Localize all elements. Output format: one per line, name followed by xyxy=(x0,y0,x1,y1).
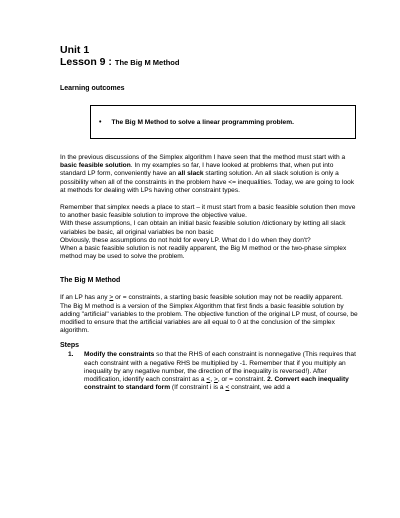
intro-line-1: Remember that simplex needs a place to start – it must start from a basic feasible solution then move to another basic feasible solution to improve the objective value. xyxy=(60,204,356,220)
lesson-title-line xyxy=(60,56,360,69)
intro-line-2: With these assumptions, I can obtain an initial basic feasible solution /dictionary by letting all slack variables be basic, all original variables be non basic xyxy=(60,220,346,236)
lesson-title: The Big M Method xyxy=(114,58,180,67)
intro-paragraph-2 xyxy=(60,204,360,261)
learning-outcomes-box xyxy=(90,105,356,139)
document-page xyxy=(60,44,360,392)
outcome-list-item xyxy=(99,119,294,126)
intro-line-3: Obviously, these assumptions do not hold for every LP. What do I do when they don't? xyxy=(60,236,311,244)
step-number: 1. xyxy=(68,351,74,359)
lesson-prefix: Lesson 9 : xyxy=(60,56,115,68)
steps-heading: Steps xyxy=(60,342,80,350)
intro-line-4: When a basic feasible solution is not readily apparent, the Big M method or the two-phase simplex method may be used to solve the problem. xyxy=(60,245,347,261)
steps-list xyxy=(60,351,360,392)
outcome-text: The Big M Method to solve a linear programming problem. xyxy=(111,118,294,126)
intro-paragraph-1: In the previous discussions of the Simplex algorithm I have seen that the method must start with a basic feasible solution. In my examples so far, I have looked at problems that, when put into standard LP form, conveniently have an all slack starting solution. An all slack solution is only a possibility when all of the constraints in the problem have <= inequalities. Today, we are going to look at methods for dealing with LPs having other constraint types. xyxy=(60,154,355,194)
step-text: Modify the constraints so that the RHS of each constraint is nonnegative (This requires that each constraint with a negative RHS be multiplied by -1. Remember that if you multiply an inequality by any negative number, the direction of the inequality is reversed!). After modification, identify each constraint as a <, >, or = constraint. 2. Convert each inequality constraint to standard form (If constraint i is a < constraint, we add a xyxy=(84,351,356,392)
unit-title: Unit 1 xyxy=(60,44,90,56)
big-m-paragraph: If an LP has any > or = constraints, a starting basic feasible solution may not be readily apparent. The Big M method is a version of the Simplex Algorithm that first finds a basic feasible solution by adding "artificial" variables to the problem. The objective function of the original LP must, of course, be modified to ensure that the artificial variables are all equal to 0 at the conclusion of the simplex algorithm. xyxy=(60,294,358,335)
big-m-heading: The Big M Method xyxy=(60,277,121,285)
learning-outcomes-heading: Learning outcomes xyxy=(60,85,125,92)
bullet-icon: • xyxy=(99,118,102,126)
big-m-description: The Big M method is a version of the Simplex Algorithm that first finds a basic feasible solution by adding "artificial" variables to the problem. The objective function of the original LP must, of course, be modified to ensure that the artificial variables are all equal to 0 at the conclusion of the simplex algorithm. xyxy=(60,302,358,335)
